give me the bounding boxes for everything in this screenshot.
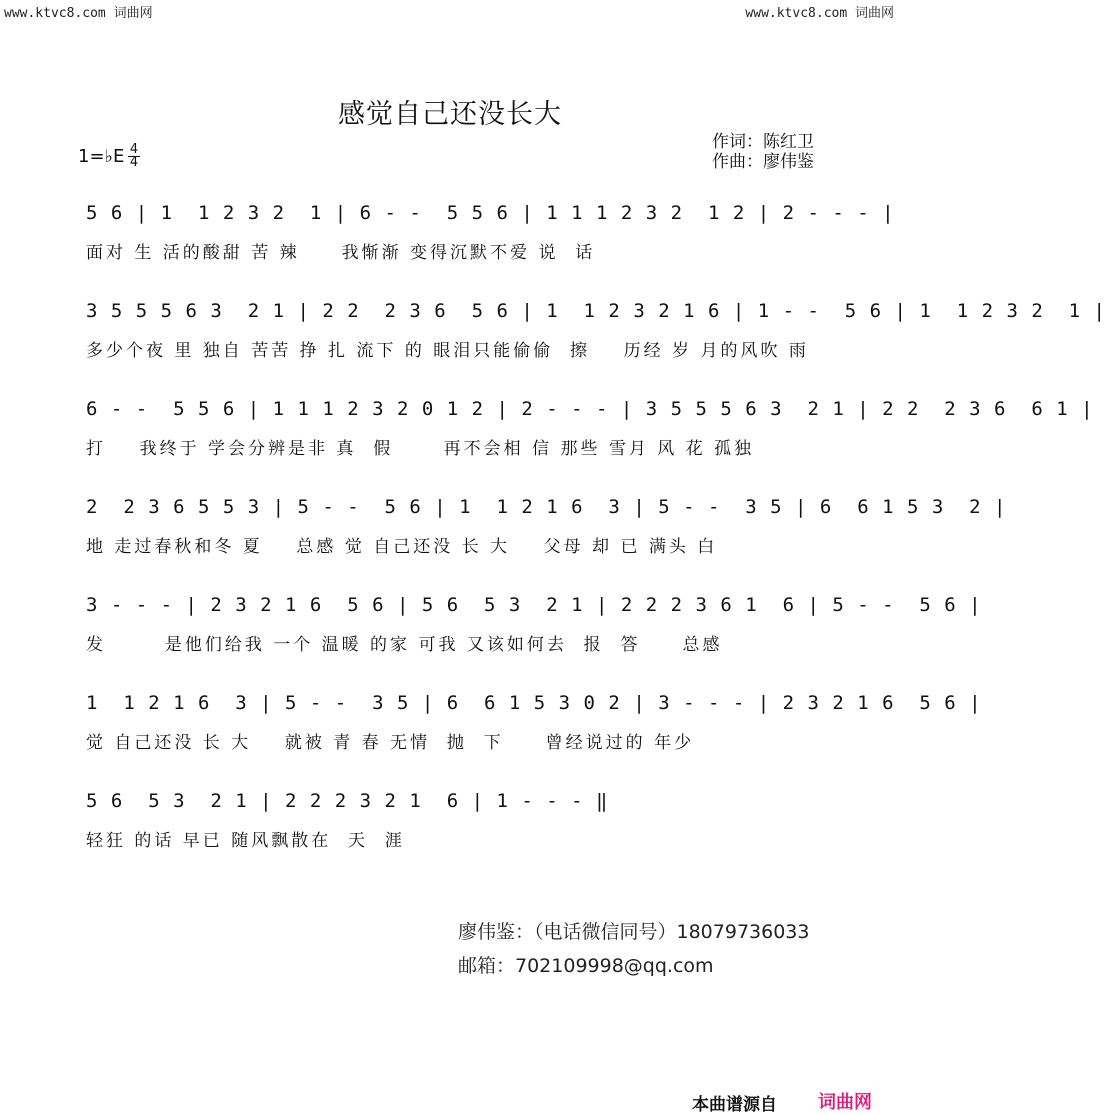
lyrics-line: 觉 自己还没 长 大 就被 青 春 无情 抛 下 曾经说过的 年少: [86, 733, 695, 753]
contact-email: 邮箱：702109998@qq.com: [458, 955, 714, 977]
contact-phone: 廖伟鉴：（电话微信同号）18079736033: [458, 921, 810, 943]
key-signature: 1=♭E: [78, 146, 125, 167]
lyrics-line: 打 我终于 学会分辨是非 真 假 再不会相 信 那些 雪月 风 花 孤独: [86, 439, 755, 459]
notation-line: 3 - - - | 2 3 2 1 6 5 6 | 5 6 5 3 2 1 | 2 2 2 3 6 1 6 | 5 - - 5 6 |: [86, 594, 982, 616]
time-signature: [128, 144, 140, 169]
lyrics-line: 地 走过春秋和冬 夏 总感 觉 自己还没 长 大 父母 却 已 满头 白: [86, 537, 718, 557]
credits: [712, 132, 814, 172]
watermark-left: www.ktvc8.com 词曲网: [4, 6, 153, 21]
notation-line: 3 5 5 5 6 3 2 1 | 2 2 2 3 6 5 6 | 1 1 2 3 2 1 6 | 1 - - 5 6 | 1 1 2 3 2 1 |: [86, 300, 1106, 322]
composer-credit: 作曲：廖伟鉴: [712, 152, 814, 172]
lyrics-line: 发 是他们给我 一个 温暖 的家 可我 又该如何去 报 答 总感: [86, 635, 723, 655]
notation-line: 6 - - 5 5 6 | 1 1 1 2 3 2 0 1 2 | 2 - - - | 3 5 5 5 6 3 2 1 | 2 2 2 3 6 6 1 |: [86, 398, 1094, 420]
song-title: 感觉自己还没长大: [338, 99, 562, 130]
time-signature-top: 4: [129, 142, 139, 157]
lyrics-line: 面对 生 活的酸甜 苦 辣 我惭渐 变得沉默不爱 说 话: [86, 243, 596, 263]
lyrics-line: 轻狂 的话 早已 随风飘散在 天 涯: [86, 831, 405, 851]
footer-site-name: 词曲网: [818, 1092, 872, 1113]
notation-line: 5 6 | 1 1 2 3 2 1 | 6 - - 5 5 6 | 1 1 1 2 3 2 1 2 | 2 - - - |: [86, 202, 895, 224]
watermark-right: www.ktvc8.com 词曲网: [745, 6, 894, 21]
notation-line: 1 1 2 1 6 3 | 5 - - 3 5 | 6 6 1 5 3 0 2 | 3 - - - | 2 3 2 1 6 5 6 |: [86, 692, 982, 714]
lyricist-credit: 作词：陈红卫: [712, 132, 814, 152]
lyrics-line: 多少个夜 里 独自 苦苦 挣 扎 流下 的 眼泪只能偷偷 擦 历经 岁 月的风吹 雨: [86, 341, 809, 361]
notation-line: 5 6 5 3 2 1 | 2 2 2 3 2 1 6 | 1 - - - ‖: [86, 790, 609, 812]
notation-line: 2 2 3 6 5 5 3 | 5 - - 5 6 | 1 1 2 1 6 3 | 5 - - 3 5 | 6 6 1 5 3 2 |: [86, 496, 1007, 518]
contact-info: [458, 915, 809, 983]
time-signature-bottom: 4: [129, 155, 139, 170]
footer-source-label: 本曲谱源自: [692, 1095, 777, 1115]
